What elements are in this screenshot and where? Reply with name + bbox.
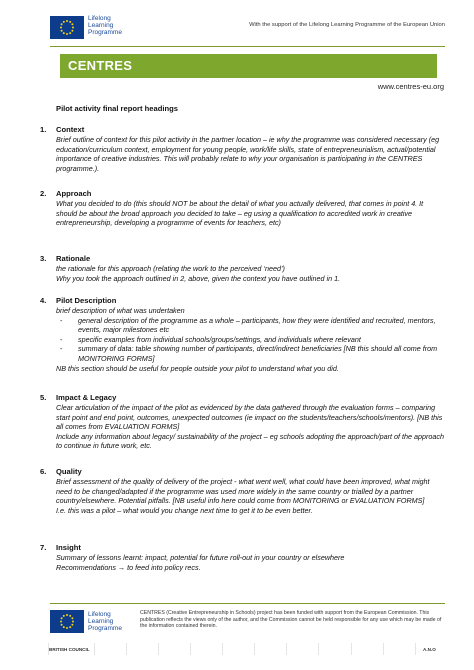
partner-logos [48,640,443,658]
section-quality [40,467,445,515]
section-body: Summary of lessons learnt: impact, potential for future roll-out in your country or elsewhere [56,553,345,562]
section-number: 3. [40,254,47,263]
section-body: Brief assessment of the quality of delivery of the project - what went well, what could have been improved, what might need to be changed/adapted if the programme was used more widely in the same country or trialled by a partner country/elsewhere. Potential pitfalls. [NB useful info here could come from MONITORING or EVALUATION FORMS] [56,477,430,506]
support-text: With the support of the Lifelong Learning Programme of the European Union [249,22,445,28]
section-number: 4. [40,296,47,305]
section-impact-legacy [40,393,445,451]
partner-logo [254,643,282,655]
partner-logo [190,643,218,655]
footer-divider [50,603,445,604]
partner-logo: BRITISH COUNCIL [48,643,90,655]
section-number: 1. [40,125,47,134]
section-body-extra: I.e. this was a pilot – what would you change next time to get it to be even better. [56,505,313,515]
section-approach [40,189,445,228]
llp-logo: Lifelong Learning Programme [88,15,122,36]
list-item: - specific examples from individual schools/groups/settings, and individuals where relevant [56,335,445,345]
section-body: What you decided to do (this should NOT be about the detail of what you actually delivered, that comes in point 4. It should be about the broad approach you decided to take – eg using a qualification to accredited work in creative entrepreneurship, developing a programme of events for teachers, etc) [56,199,424,228]
partner-logo [383,643,411,655]
section-insight [40,543,445,572]
section-title: Quality [56,467,82,476]
page-footer [50,608,445,636]
section-number: 2. [40,189,47,198]
section-title: Approach [56,189,92,198]
partner-logo [351,643,379,655]
section-title: Pilot Description [56,296,117,305]
partner-logo [318,643,346,655]
section-body-extra: Recommendations → to feed into policy recs. [56,562,201,572]
bullet-list [40,316,445,364]
partner-logo [286,643,314,655]
list-item: - general description of the programme as a whole – participants, how they were identified and recruited, mentors, events, major milestones etc [56,316,445,335]
section-title: Rationale [56,254,91,263]
section-rationale [40,254,445,283]
partner-logo [126,643,154,655]
section-pilot-description [40,296,445,373]
title-banner [60,54,437,78]
partner-logo [94,643,122,655]
section-title: Impact & Legacy [56,393,117,402]
funding-disclaimer: CENTRES (Creative Entrepreneurship in Schools) project has been funded with support from the European Commission. This publication reflects the views only of the author, and the Commission cannot be held responsible for any use which may be made of the information contained therein. [140,610,442,630]
eu-flag-icon [50,16,84,39]
section-number: 7. [40,543,47,552]
section-title: Context [56,125,85,134]
section-body: brief description of what was undertaken [56,306,185,315]
partner-logo: A.N.O [415,643,443,655]
page-header [50,12,445,42]
section-body-extra: NB this section should be useful for people outside your pilot to understand what you did. [56,363,339,373]
document-title: Pilot activity final report headings [56,104,178,113]
section-body: the rationale for this approach (relating the work to the perceived ‘need’) [56,264,285,273]
section-body: Clear articulation of the impact of the pilot as evidenced by the data gathered through the evaluation forms – comparing start point and end point, outcomes, unexpected outcomes (ie impact on the students/teachers/schools/mentors). [NB this all comes from EVALUATION FORMS] [56,403,443,432]
website-link[interactable]: www.centres-eu.org [377,82,444,91]
list-item: - summary of data: table showing number of participants, direct/indirect beneficiaries [NB this should all come from MONITORING FORMS] [56,344,445,363]
section-number: 6. [40,467,47,476]
partner-logo [158,643,186,655]
section-body-extra: Why you took the approach outlined in 2, above, given the context you have outlined in 1. [56,273,341,283]
section-context [40,125,445,173]
section-title: Insight [56,543,81,552]
partner-logo [222,643,250,655]
llp-logo: Lifelong Learning Programme [88,611,122,632]
header-divider [50,46,445,47]
banner-title: CENTRES [68,58,133,73]
eu-flag-icon [50,610,84,633]
section-body-extra: Include any information about legacy/ sustainability of the project – eg schools adopting the approach/part of the approach to continue in future work, etc. [56,431,444,451]
section-number: 5. [40,393,47,402]
section-body: Brief outline of context for this pilot activity in the partner location – ie why the programme was considered necessary (eg education/curriculum context, employment for young people, work/life skills, state of entrepreneurialism, actual/potential importance of creative industries. This will probably relate to why your organisation is participating in the CENTRES programme.). [56,135,440,173]
